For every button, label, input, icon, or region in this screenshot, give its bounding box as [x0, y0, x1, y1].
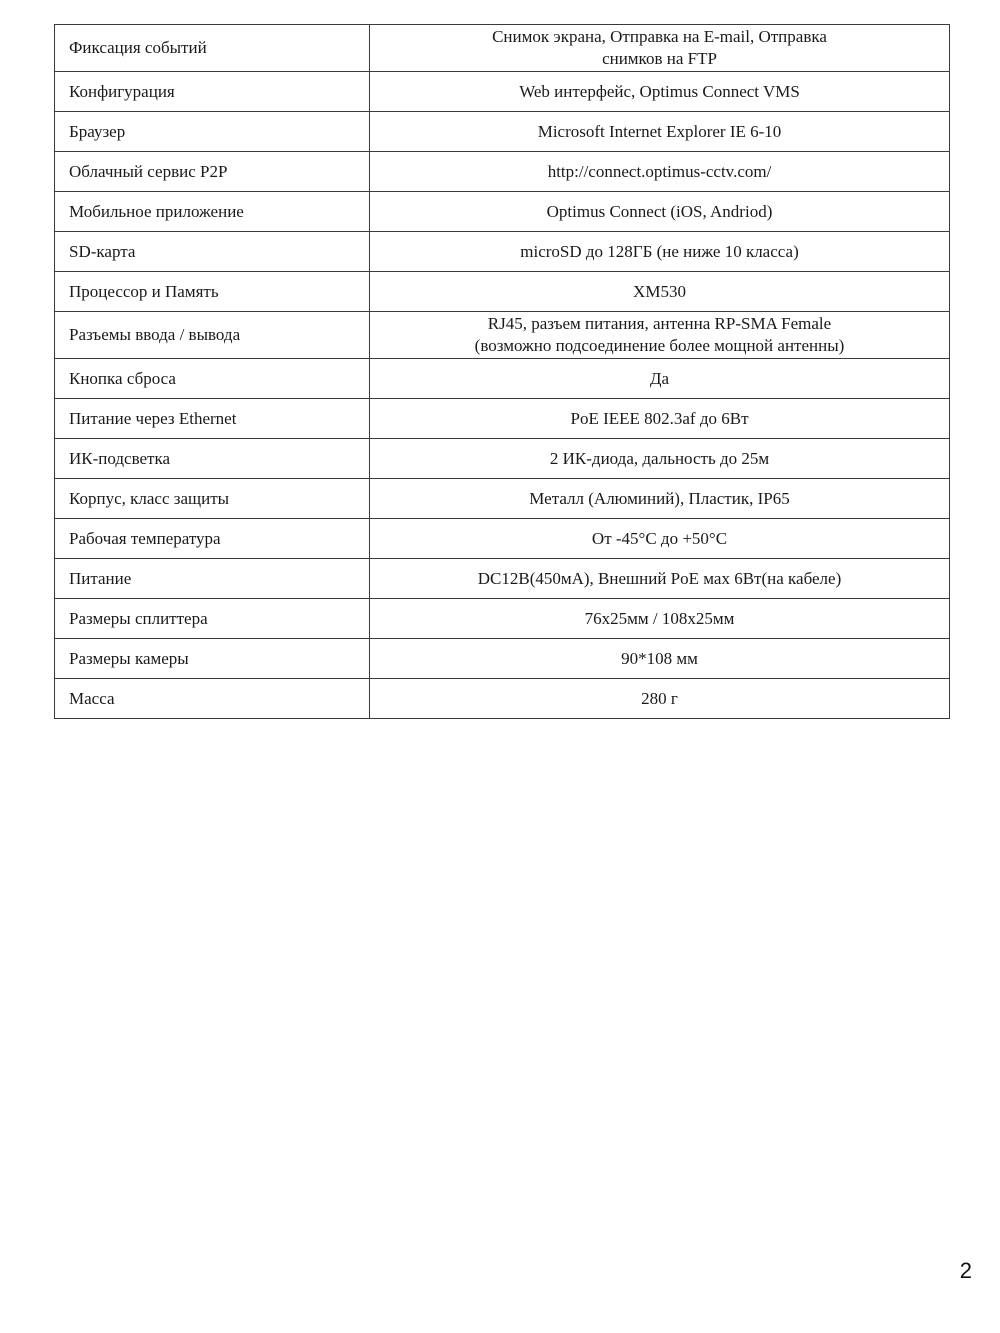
spec-value-cell	[370, 112, 950, 152]
table-row	[55, 232, 950, 272]
spec-value-cell	[370, 272, 950, 312]
table-row	[55, 399, 950, 439]
table-row	[55, 312, 950, 359]
spec-name-cell: Процессор и Память	[55, 272, 370, 312]
spec-value-line: Web интерфейс, Optimus Connect VMS	[519, 81, 800, 101]
spec-value-line: microSD до 128ГБ (не ниже 10 класса)	[520, 241, 799, 261]
spec-value-line: PoE IEEE 802.3af до 6Вт	[570, 408, 749, 428]
spec-value-cell	[370, 399, 950, 439]
spec-name-cell: Питание	[55, 559, 370, 599]
spec-name-cell: Размеры камеры	[55, 639, 370, 679]
spec-value-line: XM530	[633, 281, 686, 301]
spec-value-line: http://connect.optimus-cctv.com/	[547, 161, 772, 181]
spec-name-cell: Масса	[55, 679, 370, 719]
spec-value-cell	[370, 312, 950, 359]
spec-value-line: 2 ИК-диода, дальность до 25м	[549, 448, 770, 468]
table-row	[55, 559, 950, 599]
spec-name-cell: Мобильное приложение	[55, 192, 370, 232]
specifications-table-body	[55, 25, 950, 719]
table-row	[55, 192, 950, 232]
spec-value-line: 280 г	[641, 688, 678, 708]
spec-name-cell: Рабочая температура	[55, 519, 370, 559]
spec-name-cell: ИК-подсветка	[55, 439, 370, 479]
table-row	[55, 679, 950, 719]
spec-value-cell	[370, 599, 950, 639]
specifications-table	[54, 24, 950, 719]
spec-name-cell: Облачный сервис P2P	[55, 152, 370, 192]
page-number: 2	[959, 1258, 972, 1283]
spec-value-cell	[370, 359, 950, 399]
spec-name-cell: Питание через Ethernet	[55, 399, 370, 439]
spec-value-line: 76x25мм / 108x25мм	[584, 608, 735, 628]
table-row	[55, 25, 950, 72]
table-row	[55, 272, 950, 312]
spec-value-line: От -45°C до +50°C	[591, 528, 728, 548]
spec-value-cell	[370, 25, 950, 72]
spec-value-line: снимков на FTP	[602, 49, 717, 68]
spec-name-cell: Размеры сплиттера	[55, 599, 370, 639]
spec-value-cell	[370, 639, 950, 679]
spec-value-line: (возможно подсоединение более мощной антенны)	[474, 336, 845, 355]
spec-name-cell: Корпус, класс защиты	[55, 479, 370, 519]
spec-value-line: Microsoft Internet Explorer IE 6-10	[537, 121, 782, 141]
spec-value-line: Да	[649, 368, 670, 388]
table-row	[55, 639, 950, 679]
spec-value-cell	[370, 439, 950, 479]
table-row	[55, 359, 950, 399]
spec-value-cell	[370, 192, 950, 232]
spec-value-cell	[370, 479, 950, 519]
table-row	[55, 439, 950, 479]
spec-value-cell	[370, 679, 950, 719]
spec-value-line: 90*108 мм	[621, 648, 698, 668]
table-row	[55, 152, 950, 192]
spec-value-line: DC12В(450мА), Внешний PoE мах 6Вт(на кабеле)	[477, 568, 842, 588]
spec-value-line: Optimus Connect (iOS, Andriod)	[546, 201, 773, 221]
table-row	[55, 479, 950, 519]
spec-value-cell	[370, 519, 950, 559]
spec-value-cell	[370, 232, 950, 272]
spec-name-cell: Фиксация событий	[55, 25, 370, 72]
spec-value-line: Снимок экрана, Отправка на E-mail, Отправка	[492, 27, 827, 46]
spec-name-cell: Разъемы ввода / вывода	[55, 312, 370, 359]
spec-value-line: RJ45, разъем питания, антенна RP-SMA Female	[487, 314, 832, 333]
spec-value-cell	[370, 559, 950, 599]
spec-name-cell: Браузер	[55, 112, 370, 152]
spec-name-cell: Конфигурация	[55, 72, 370, 112]
spec-value-cell	[370, 72, 950, 112]
spec-name-cell: Кнопка сброса	[55, 359, 370, 399]
table-row	[55, 599, 950, 639]
spec-name-cell: SD-карта	[55, 232, 370, 272]
spec-value-line: Металл (Алюминий), Пластик, IP65	[529, 488, 790, 508]
table-row	[55, 112, 950, 152]
spec-value-cell	[370, 152, 950, 192]
table-row	[55, 519, 950, 559]
table-row	[55, 72, 950, 112]
